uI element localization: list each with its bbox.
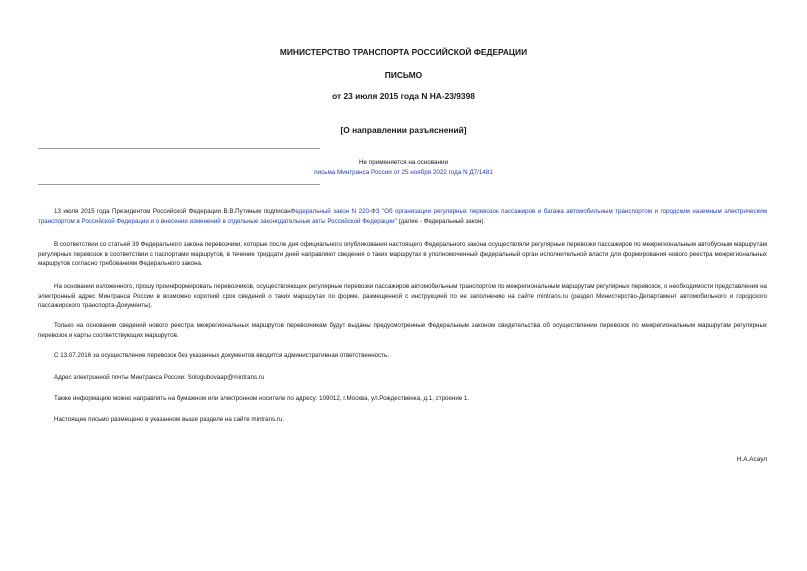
- paragraph-1: [38, 207, 767, 226]
- status-note: Не применяется на основании: [358, 159, 448, 166]
- document-type: ПИСЬМО: [384, 70, 423, 80]
- paragraph-address: Также информацию можно направлять на бумажном или электронном носителе по адресу: 109012, г.Москва, ул.Рождественка, д.1, строение 1.: [54, 395, 470, 402]
- paragraph-1-tail: (далее - Федеральный закон).: [396, 217, 486, 225]
- signature: Н.А.Асаул: [736, 456, 767, 463]
- paragraph-8: Настоящее письмо размещено в указанном выше разделе на сайте mintrans.ru.: [54, 416, 285, 423]
- separator-bottom: [38, 184, 320, 185]
- paragraph-2: В соответствии со статьей 39 Федерального закона перевозчики, которые после дня официального опубликования настоящего Федерального закона осуществляли регулярные перевозки пассажиров по межрегиональным автобусным маршрутам регулярных перевозок в соответствии с паспортами маршрутов, в течение тридцати дней направляют сведения о таких маршрутах в уполномоченный федеральный орган исполнительной власти для формирования нового реестра межрегиональных маршрутов согласно требованиям Федерального закона.: [38, 241, 767, 268]
- paragraph-4: Только на основании сведений нового реестра межрегиональных маршрутов перевозчикам будут выданы предусмотренные Федеральным законом свидетельства об осуществлении перевозок по межрегиональным маршрутам регулярных перевозок и карты соответствующих маршрутов.: [38, 322, 767, 339]
- separator-top: [38, 148, 320, 149]
- paragraph-5: С 13.07.2016 за осуществление перевозок без указанных документов вводится административная ответственность.: [54, 352, 389, 359]
- paragraph-email: Адрес электронной почты Минтранса России: Sologubovaap@mintrans.ru: [54, 374, 265, 381]
- document-reference: от 23 июля 2015 года N НА-23/9398: [332, 91, 475, 101]
- paragraph-3: На основании изложенного, прошу проинформировать перевозчиков, осуществляющих регулярные перевозки пассажиров автомобильным транспортом по межрегиональным маршрутам регулярных перевозок, о необходимости представления на электронный адрес Минтранса России в возможно короткий срок сведений о таких маршрутах по форме, размещенной с инструкцией по ее заполнению на сайте mintrans.ru (раздел Министерство-Департамент автомобильного и городского пассажирского транспорта-Документы).: [38, 283, 767, 310]
- paragraph-1-intro: 13 июля 2015 года Президентом Российской Федерации В.В.Путиным подписан: [54, 208, 291, 215]
- issuing-organization: МИНИСТЕРСТВО ТРАНСПОРТА РОССИЙСКОЙ ФЕДЕРАЦИИ: [279, 47, 528, 57]
- status-note-link[interactable]: письма Минтранса России от 25 ноября 2022 года N Д7/1481: [314, 169, 493, 176]
- document-subject: [О направлении разъяснений]: [340, 125, 467, 135]
- federal-law-link[interactable]: Федеральный закон N 220-ФЗ "Об организации регулярных перевозок пассажиров и багажа автомобильным транспортом и городским наземным электрическим транспортом в Российской Федерации и о внесении изменений в отдельные законодательные акты Российской Федерации": [38, 208, 767, 225]
